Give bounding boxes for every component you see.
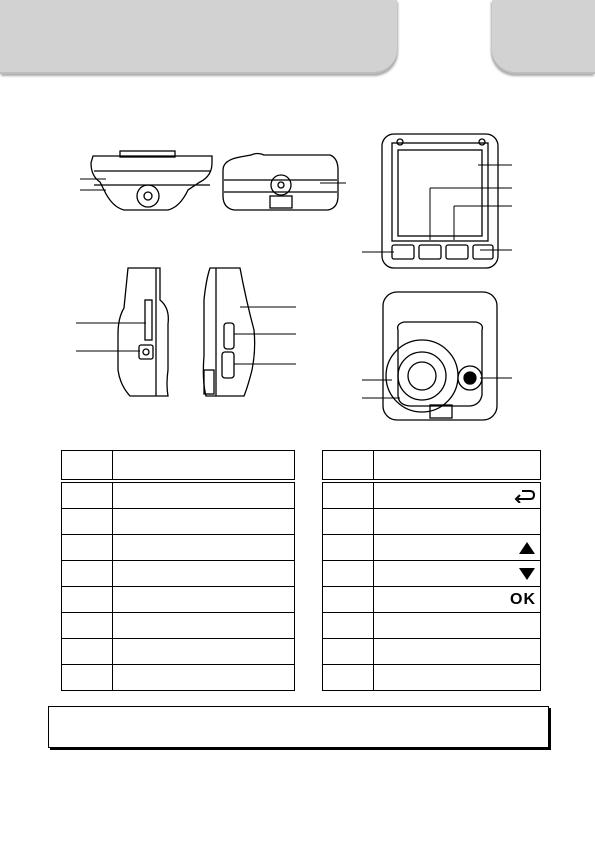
header-tab-left [0,0,397,74]
button-down [446,245,468,259]
camera-front-view [383,292,497,420]
table-cell [323,483,374,509]
camera-rear-top-view [223,154,338,211]
table-cell [323,587,374,613]
button-up [419,245,441,259]
table-row [323,665,541,691]
table-row [323,561,541,587]
note-box [48,706,549,748]
table-row [323,587,541,613]
table-row [323,535,541,561]
table-cell [113,561,295,587]
table-cell [113,613,295,639]
table-row [323,483,541,509]
table-header-cell [113,451,295,480]
table-cell [113,639,295,665]
table-cell [323,613,374,639]
table-cell [62,535,113,561]
table-cell [323,509,374,535]
camera-left-side-view [118,268,168,396]
table-cell [113,483,295,509]
table-cell [62,483,113,509]
table-cell [113,587,295,613]
table-row [62,639,295,665]
table-header-cell [374,451,541,480]
header-tab-right [492,0,595,74]
table-cell [374,509,541,535]
table-cell [323,665,374,691]
parts-table-left [61,450,295,691]
table-cell [113,509,295,535]
table-cell [62,561,113,587]
table-cell [374,483,541,509]
table-row [62,561,295,587]
parts-table-right [322,450,541,691]
table-cell [62,613,113,639]
triangle-up-icon [518,541,536,555]
table-row [62,535,295,561]
table-row [323,613,541,639]
table-header-row [62,451,295,480]
table-row [323,639,541,665]
table-cell [374,587,541,613]
table-cell [62,665,113,691]
button-back [392,245,414,259]
table-cell [374,535,541,561]
camera-display-view [382,134,498,268]
ok-label-icon: OK [510,590,536,608]
table-row [62,665,295,691]
table-row [62,587,295,613]
table-cell [323,639,374,665]
table-cell [374,613,541,639]
triangle-down-icon [518,567,536,581]
table-row [62,509,295,535]
table-cell [323,535,374,561]
button-ok [473,245,493,259]
table-cell [62,639,113,665]
table-cell [113,535,295,561]
table-row [62,613,295,639]
table-cell [323,561,374,587]
table-cell [62,509,113,535]
table-cell [62,587,113,613]
table-cell [374,665,541,691]
table-header-row [323,451,541,480]
device-diagram [0,120,595,430]
return-arrow-icon [514,489,536,503]
table-cell [113,665,295,691]
table-row [62,483,295,509]
table-row [323,509,541,535]
table-header-cell [62,451,113,480]
table-cell [374,561,541,587]
camera-right-side-view [203,268,254,396]
table-cell [374,639,541,665]
table-header-cell [323,451,374,480]
camera-top-view [91,151,212,210]
